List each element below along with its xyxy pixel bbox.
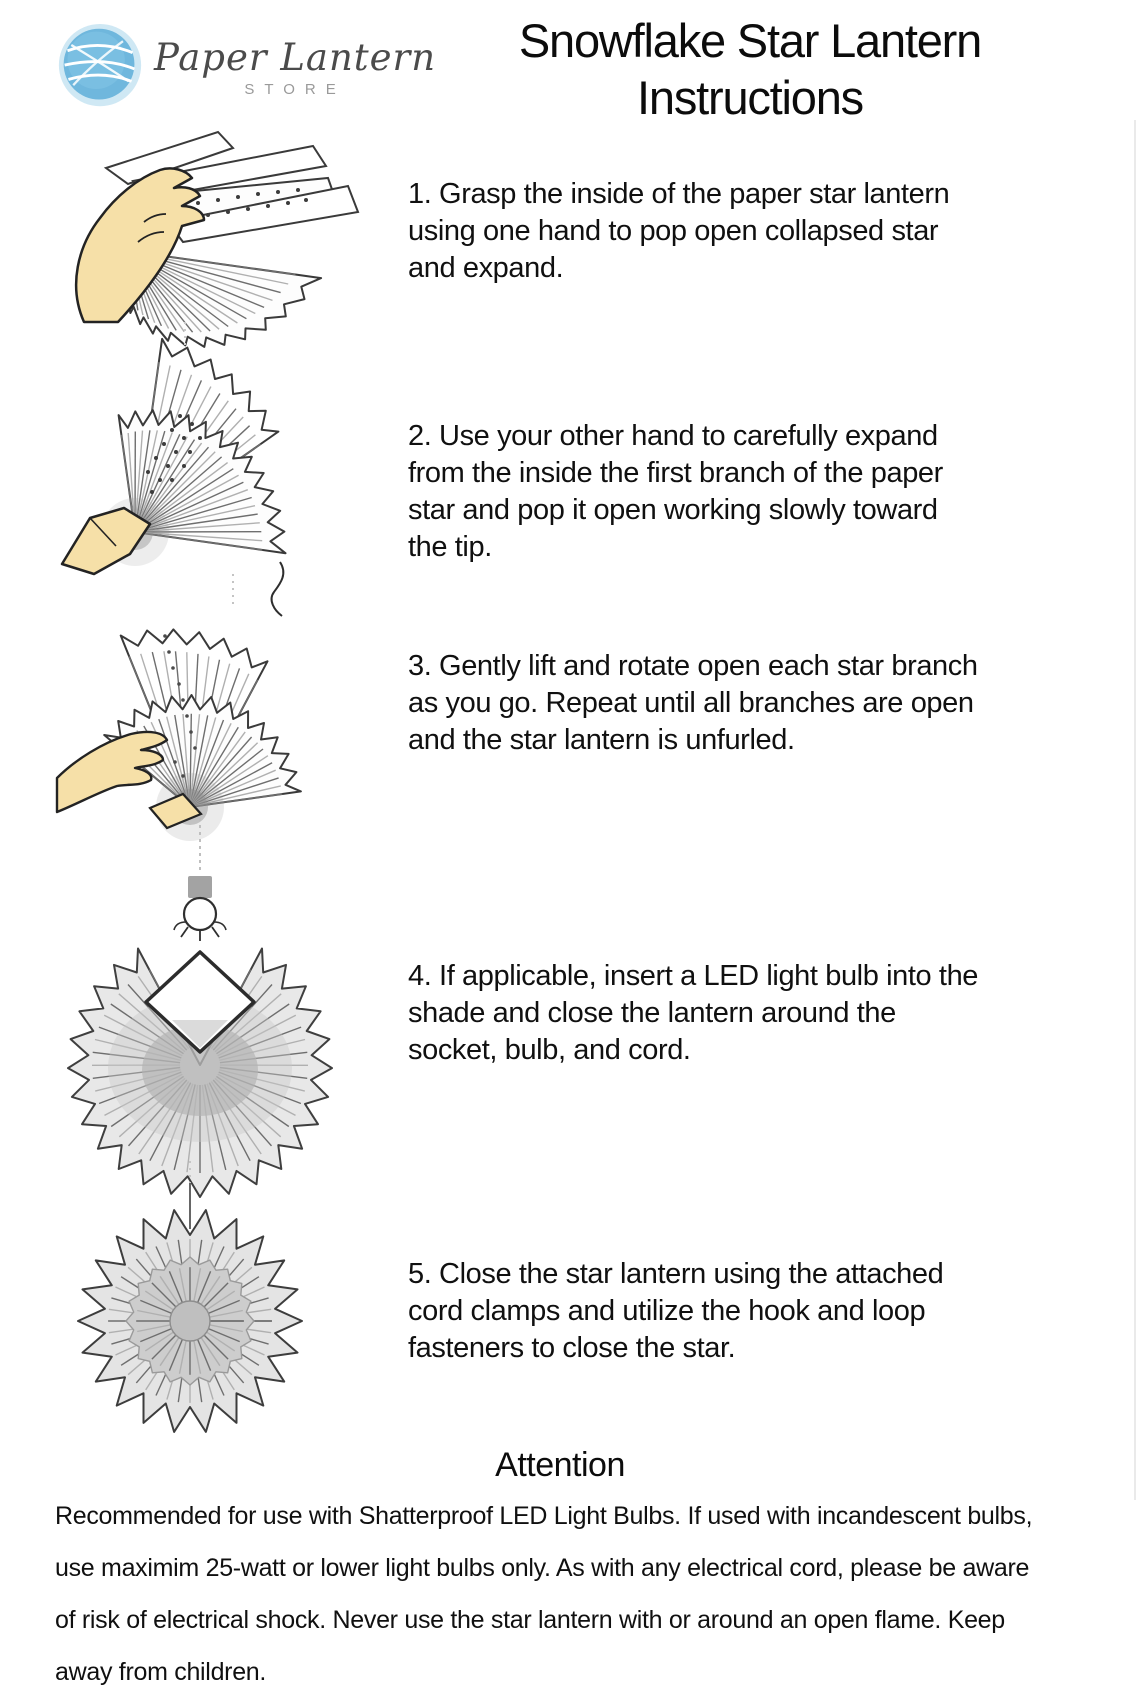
paper-lantern-store-logo — [56, 22, 436, 112]
step-1-text: 1. Grasp the inside of the paper star lantern using one hand to pop open collapsed star and expand. — [408, 176, 949, 287]
logo-brand-subtitle: STORE — [154, 81, 436, 98]
star-center — [170, 1301, 210, 1341]
illustration-step3-rotate-branches-icon — [55, 572, 380, 834]
scan-artifact-line — [1134, 120, 1136, 1500]
page-title: Snowflake Star Lantern Instructions — [420, 12, 1080, 126]
led-bulb — [184, 898, 216, 930]
illustration-step4-insert-bulb-icon — [40, 818, 370, 1193]
attention-heading: Attention — [0, 1446, 1120, 1485]
lantern-logo-icon — [56, 22, 144, 112]
step-4-text: 4. If applicable, insert a LED light bulb into the shade and close the lantern around the socket, bulb, and cord. — [408, 958, 978, 1069]
illustration-step5-closed-star-icon — [60, 1143, 340, 1443]
logo-brand-name: Paper Lantern — [154, 36, 436, 79]
step-3-text: 3. Gently lift and rotate open each star branch as you go. Repeat until all branches are open and the star lantern is unfurled. — [408, 648, 978, 759]
step-2-text: 2. Use your other hand to carefully expand from the inside the first branch of the paper star and pop it open working slowly toward the tip. — [408, 418, 943, 566]
bulb-socket — [188, 876, 212, 898]
step-5-text: 5. Close the star lantern using the attached cord clamps and utilize the hook and loop fasteners to close the star. — [408, 1256, 943, 1367]
illustration-step1-grasp-collapsed-star-icon — [48, 126, 383, 354]
attention-text: Recommended for use with Shatterproof LED Light Bulbs. If used with incandescent bulbs, use maximim 25-watt or lower light bulbs only. As with any electrical cord, please be aware of risk of electrical shock. Never use the star lantern with or around an open flame. Keep away from children. — [55, 1490, 1032, 1698]
